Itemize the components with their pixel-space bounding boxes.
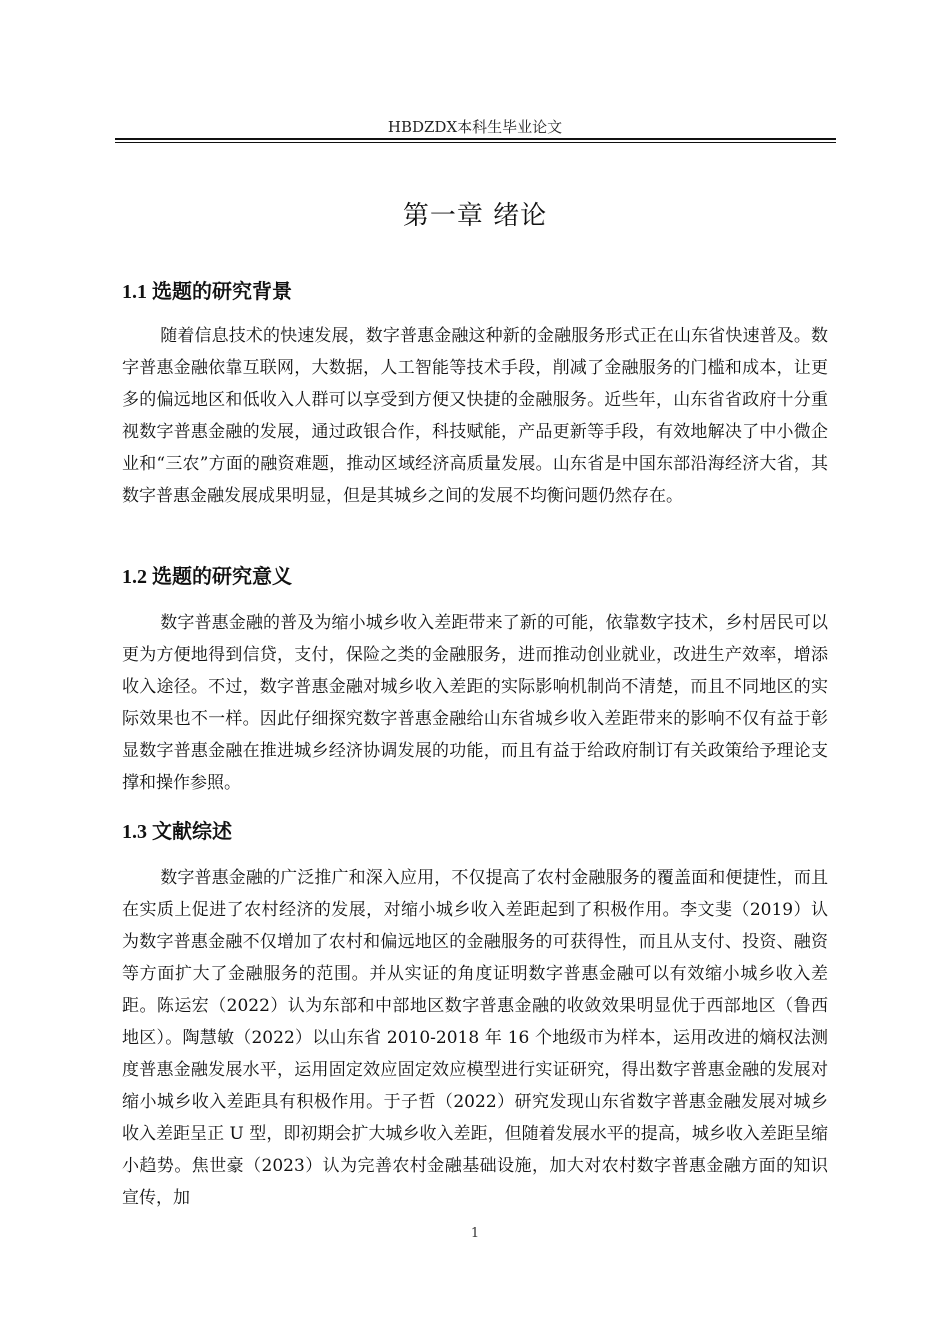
- section-heading-1-2: 1.2 选题的研究意义: [122, 566, 292, 588]
- chapter-title: 第一章 绪论: [402, 201, 548, 231]
- header-rule-thin: [115, 142, 836, 143]
- section-paragraph-1-1: 随着信息技术的快速发展，数字普惠金融这种新的金融服务形式正在山东省快速普及。数字普惠金融依靠互联网，大数据，人工智能等技术手段，削减了金融服务的门槛和成本，让更多的偏远地区和低收入人群可以享受到方便又快捷的金融服务。近些年，山东省省政府十分重视数字普惠金融的发展，通过政银合作，科技赋能，产品更新等手段，有效地解决了中小微企业和“三农”方面的融资难题，推动区域经济高质量发展。山东省是中国东部沿海经济大省，其数字普惠金融发展成果明显，但是其城乡之间的发展不均衡问题仍然存在。: [122, 326, 828, 506]
- section-heading-1-1: 1.1 选题的研究背景: [122, 281, 292, 303]
- section-paragraph-1-3: 数字普惠金融的广泛推广和深入应用，不仅提高了农村金融服务的覆盖面和便捷性，而且在实质上促进了农村经济的发展，对缩小城乡收入差距起到了积极作用。李文斐（2019）认为数字普惠金融不仅增加了农村和偏远地区的金融服务的可获得性，而且从支付、投资、融资等方面扩大了金融服务的范围。并从实证的角度证明数字普惠金融可以有效缩小城乡收入差距。陈运宏（2022）认为东部和中部地区数字普惠金融的收敛效果明显优于西部地区（鲁西地区）。陶慧敏（2022）以山东省 2010-2018 年 16 个地级市为样本，运用改进的熵权法测度普惠金融发展水平，运用固定效应固定效应模型进行实证研究，得出数字普惠金融的发展对缩小城乡收入差距具有积极作用。于子哲（2022）研究发现山东省数字普惠金融发展对城乡收入差距呈正 U 型，即初期会扩大城乡收入差距，但随着发展水平的提高，城乡收入差距呈缩小趋势。焦世豪（2023）认为完善农村金融基础设施，加大对农村数字普惠金融方面的知识宣传，加: [122, 868, 828, 1208]
- section-paragraph-1-2: 数字普惠金融的普及为缩小城乡收入差距带来了新的可能，依靠数字技术，乡村居民可以更为方便地得到信贷，支付，保险之类的金融服务，进而推动创业就业，改进生产效率，增添收入途径。不过，数字普惠金融对城乡收入差距的实际影响机制尚不清楚，而且不同地区的实际效果也不一样。因此仔细探究数字普惠金融给山东省城乡收入差距带来的影响不仅有益于彰显数字普惠金融在推进城乡经济协调发展的功能，而且有益于给政府制订有关政策给予理论支撑和操作参照。: [122, 613, 828, 793]
- section-heading-1-3: 1.3 文献综述: [122, 821, 232, 843]
- page-number: 1: [470, 1226, 480, 1241]
- running-header: HBDZDX本科生毕业论文: [387, 118, 563, 136]
- header-rule-thick: [115, 138, 836, 140]
